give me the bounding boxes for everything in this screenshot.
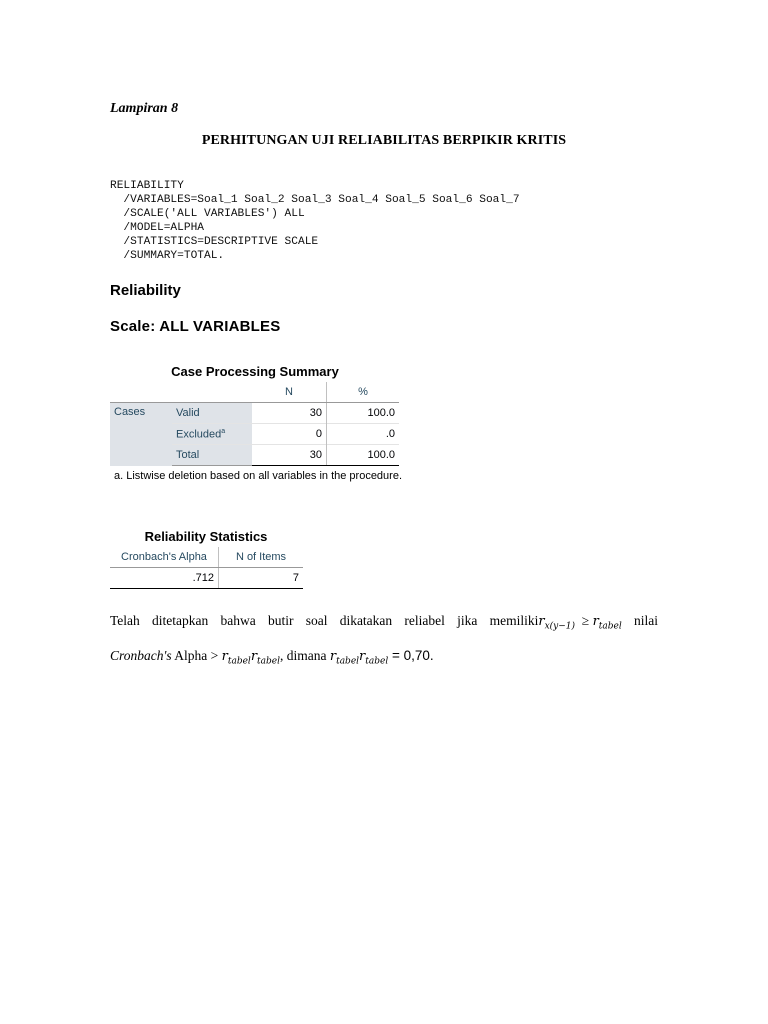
condition-formula (490, 613, 622, 632)
math-r-tabel: $r_{tabel}$ (221, 649, 251, 667)
word: butir (267, 613, 294, 628)
threshold-value: = 0,70. (388, 648, 434, 663)
math-r-tabel: $r_{tabel}$ (329, 649, 360, 667)
text-fragment: Alpha > (171, 648, 222, 663)
document-title: PERHITUNGAN UJI RELIABILITAS BERPIKIR KRITIS (201, 133, 567, 148)
word: dikatakan (339, 613, 393, 628)
cell-pct: 100.0 (327, 403, 400, 424)
geq-symbol: ≥ (581, 613, 590, 628)
row-group-label: Cases (110, 403, 172, 466)
word: ditetapkan (152, 613, 209, 628)
word: jika (457, 613, 478, 628)
row-label: Valid (172, 403, 252, 424)
math-r-tabel: $r_{tabel}$ (250, 649, 280, 667)
table-row (110, 403, 399, 424)
cell-alpha: .712 (110, 568, 219, 589)
syntax-line: /VARIABLES=Soal_1 Soal_2 Soal_3 Soal_4 Soal_5 Soal_6 Soal_7 (110, 194, 520, 206)
reliability-statistics-title: Reliability Statistics (144, 529, 268, 544)
cell-items: 7 (219, 568, 304, 589)
word: Telah (110, 613, 140, 628)
footnote-marker: a (221, 427, 226, 435)
cell-pct: 100.0 (327, 445, 400, 466)
syntax-line: /SCALE('ALL VARIABLES') ALL (110, 208, 305, 220)
cell-n: 0 (252, 424, 327, 445)
syntax-line: /MODEL=ALPHA (110, 222, 204, 234)
conclusion-paragraph-line-2 (110, 648, 434, 667)
table-header-row (110, 382, 399, 403)
word: nilai (633, 613, 658, 628)
conclusion-paragraph-line-1 (110, 613, 658, 632)
reliability-statistics-table (110, 547, 303, 589)
column-header-n: N (252, 382, 327, 403)
blank-cell (110, 382, 172, 403)
appendix-label: Lampiran 8 (110, 101, 179, 116)
table-header-row (110, 547, 303, 568)
cell-n: 30 (252, 403, 327, 424)
cronbach-italic: Cronbach's (110, 648, 172, 663)
syntax-line: RELIABILITY (110, 180, 184, 192)
word: reliabel (404, 613, 445, 628)
cell-n: 30 (252, 445, 327, 466)
scale-heading: Scale: ALL VARIABLES (110, 318, 281, 335)
column-header-alpha: Cronbach's Alpha (110, 547, 219, 568)
syntax-line: /SUMMARY=TOTAL. (110, 250, 225, 262)
word: memiliki (489, 613, 539, 628)
math-r-tabel: $r_{tabel}$ (592, 614, 622, 632)
math-r-tabel: $r_{tabel}$ (359, 649, 389, 667)
table-row (110, 568, 303, 589)
column-header-pct: % (327, 382, 400, 403)
case-processing-title: Case Processing Summary (171, 364, 339, 379)
word: bahwa (220, 613, 256, 628)
spss-syntax-block (110, 179, 520, 263)
row-label (172, 424, 252, 445)
row-label-text: Excluded (176, 428, 222, 441)
word: soal (305, 613, 328, 628)
blank-cell (172, 382, 252, 403)
math-r-xy: $r_{x(y-1)}$ (538, 614, 576, 632)
row-label: Total (172, 445, 252, 466)
text-fragment: , dimana (279, 648, 330, 663)
syntax-line: /STATISTICS=DESCRIPTIVE SCALE (110, 236, 319, 248)
reliability-heading: Reliability (110, 282, 181, 299)
case-processing-table (110, 382, 399, 466)
column-header-items: N of Items (219, 547, 304, 568)
table-footnote: a. Listwise deletion based on all variables in the procedure. (114, 470, 403, 482)
cell-pct: .0 (327, 424, 400, 445)
